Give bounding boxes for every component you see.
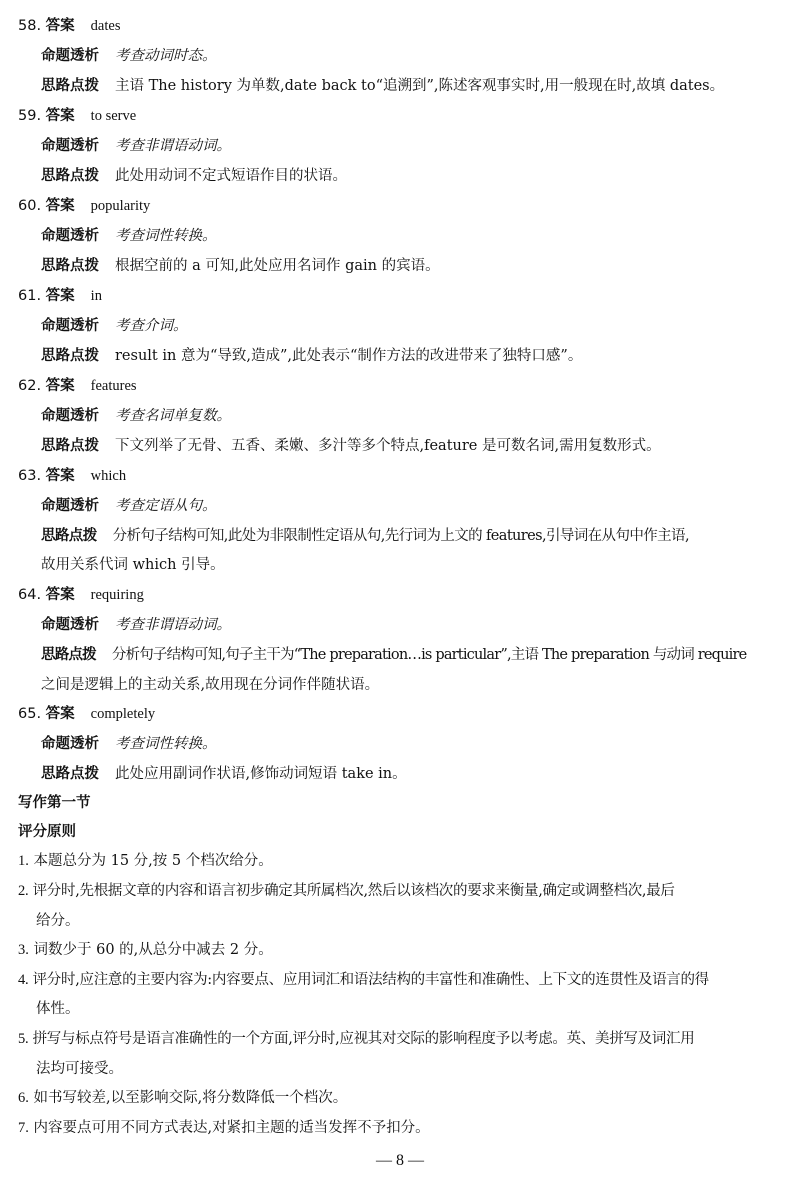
analysis-line-58: 命题透析 考查动词时态。 bbox=[41, 48, 217, 64]
rule-3: 3. 词数少于 60 的,从总分中减去 2 分。 bbox=[18, 942, 273, 958]
rules-title: 评分原则 bbox=[18, 824, 76, 840]
hint-line-60: 思路点拨 根据空前的 a 可知,此处应用名词作 gain 的宾语。 bbox=[41, 258, 440, 274]
hint-line-65: 思路点拨 此处应用副词作状语,修饰动词短语 take in。 bbox=[41, 766, 407, 782]
hint-line-61: 思路点拨 result in 意为“导致,造成”,此处表示“制作方法的改进带来了独特口感”。 bbox=[41, 348, 583, 364]
rule-4-cont: 体性。 bbox=[36, 1001, 80, 1017]
answer-line-64: 64. 答案 requiring bbox=[18, 587, 144, 603]
analysis-line-63: 命题透析 考查定语从句。 bbox=[41, 498, 217, 514]
rule-5-cont: 法均可接受。 bbox=[36, 1061, 123, 1077]
hint-line-59: 思路点拨 此处用动词不定式短语作目的状语。 bbox=[41, 168, 347, 184]
answer-line-65: 65. 答案 completely bbox=[18, 706, 156, 722]
answer-line-62: 62. 答案 features bbox=[18, 378, 137, 394]
rule-7: 7. 内容要点可用不同方式表达,对紧扣主题的适当发挥不予扣分。 bbox=[18, 1120, 430, 1136]
hint-line-64: 思路点拨 分析句子结构可知,句子主干为“The preparation…is particular”,主语 The preparation 与动词 require bbox=[41, 647, 747, 663]
answer-line-58: 58. 答案 dates bbox=[18, 18, 121, 34]
rule-6: 6. 如书写较差,以至影响交际,将分数降低一个档次。 bbox=[18, 1090, 348, 1106]
analysis-line-65: 命题透析 考查词性转换。 bbox=[41, 736, 217, 752]
hint-line-62: 思路点拨 下文列举了无骨、五香、柔嫩、多汁等多个特点,feature 是可数名词,需用复数形式。 bbox=[41, 438, 661, 454]
analysis-line-61: 命题透析 考查介词。 bbox=[41, 318, 188, 334]
answer-line-59: 59. 答案 to serve bbox=[18, 108, 137, 124]
hint-line-63: 思路点拨 分析句子结构可知,此处为非限制性定语从句,先行词为上文的 features,引导词在从句中作主语, bbox=[41, 528, 689, 544]
answer-line-60: 60. 答案 popularity bbox=[18, 198, 151, 214]
hint-line-64-cont: 之间是逻辑上的主动关系,故用现在分词作伴随状语。 bbox=[41, 677, 380, 693]
answer-line-63: 63. 答案 which bbox=[18, 468, 127, 484]
hint-line-58: 思路点拨 主语 The history 为单数,date back to“追溯到”,陈述客观事实时,用一般现在时,故填 dates。 bbox=[41, 78, 725, 94]
hint-line-63-cont: 故用关系代词 which 引导。 bbox=[41, 557, 225, 573]
rule-2: 2. 评分时,先根据文章的内容和语言初步确定其所属档次,然后以该档次的要求来衡量,确定或调整档次,最后 bbox=[18, 883, 675, 899]
rule-5: 5. 拼写与标点符号是语言准确性的一个方面,评分时,应视其对交际的影响程度予以考虑。英、美拼写及词汇用 bbox=[18, 1031, 695, 1047]
analysis-line-62: 命题透析 考查名词单复数。 bbox=[41, 408, 231, 424]
rule-1: 1. 本题总分为 15 分,按 5 个档次给分。 bbox=[18, 853, 273, 869]
page-number: — 8 — bbox=[376, 1152, 424, 1169]
analysis-line-60: 命题透析 考查词性转换。 bbox=[41, 228, 217, 244]
answer-line-61: 61. 答案 in bbox=[18, 288, 102, 304]
section-title: 写作第一节 bbox=[18, 795, 91, 811]
analysis-line-59: 命题透析 考查非谓语动词。 bbox=[41, 138, 231, 154]
rule-4: 4. 评分时,应注意的主要内容为:内容要点、应用词汇和语法结构的丰富性和准确性、上下文的连贯性及语言的得 bbox=[18, 972, 709, 988]
analysis-line-64: 命题透析 考查非谓语动词。 bbox=[41, 617, 231, 633]
rule-2-cont: 给分。 bbox=[36, 913, 80, 929]
